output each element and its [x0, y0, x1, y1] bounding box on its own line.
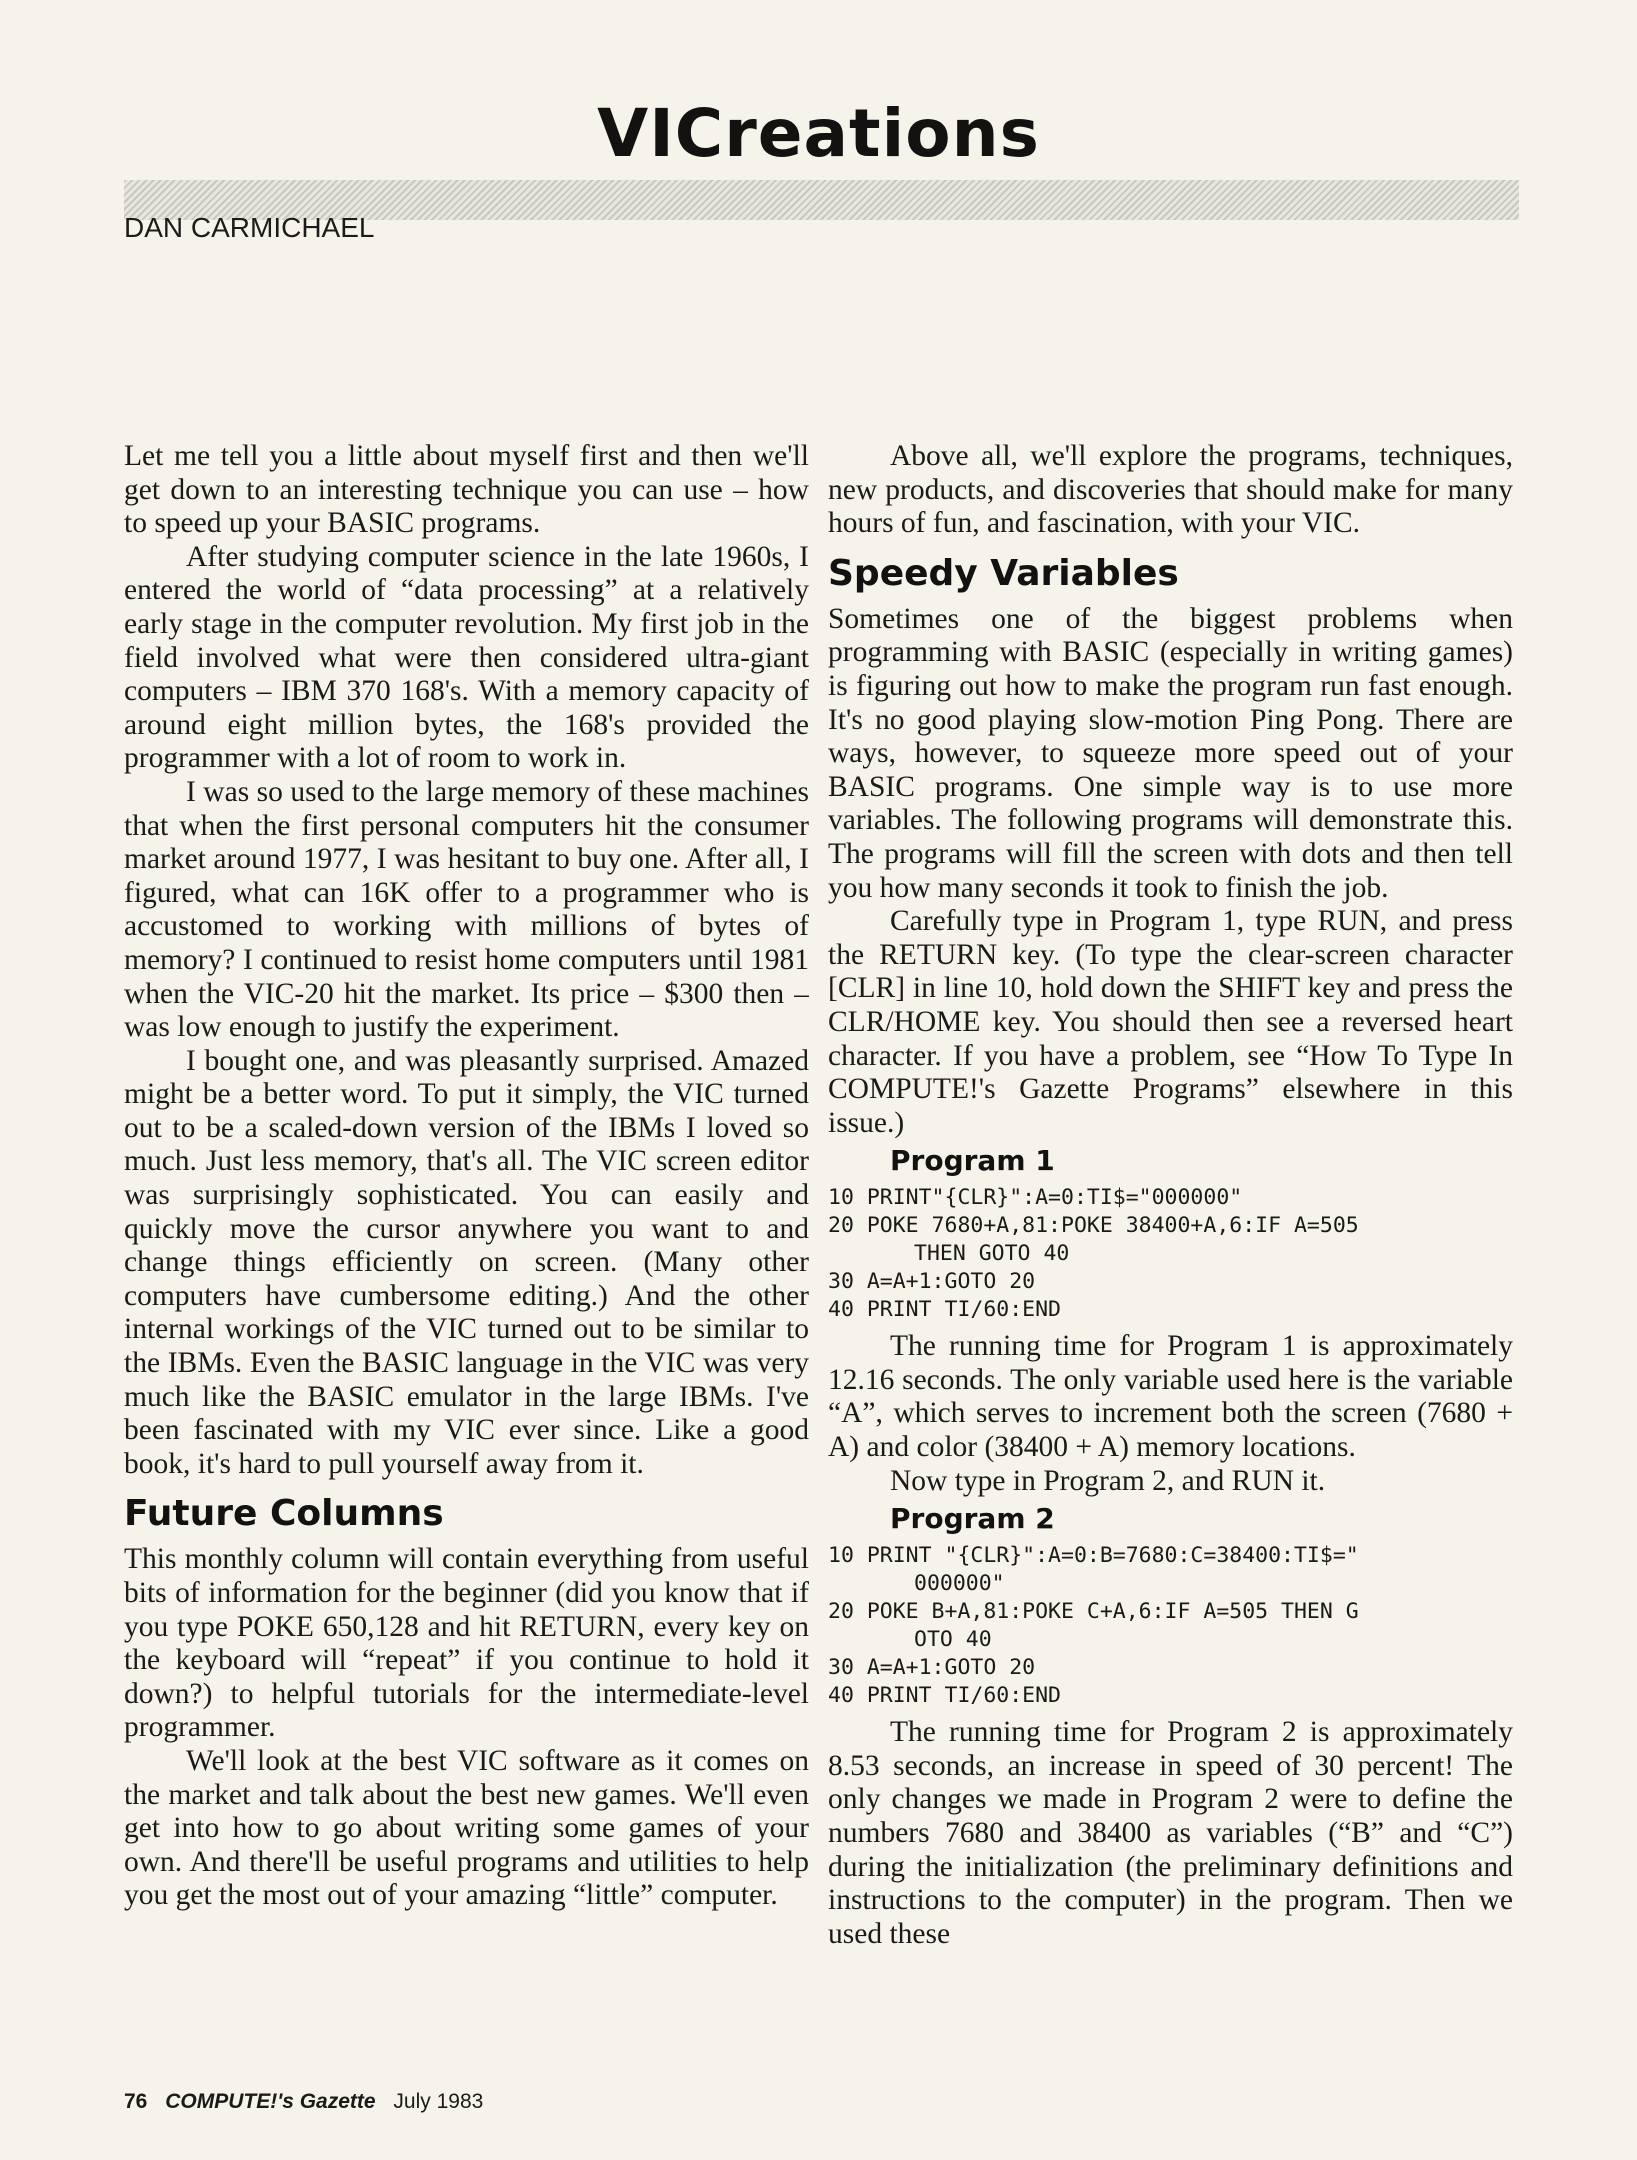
code-line: 40 PRINT TI/60:END: [828, 1297, 1061, 1323]
code-line: 40 PRINT TI/60:END: [828, 1683, 1061, 1709]
paragraph: Above all, we'll explore the programs, techniques, new products, and discoveries that should make for many hours of fun, and fascination, with your VIC.: [828, 440, 1513, 540]
magazine-name: COMPUTE!'s Gazette: [165, 2090, 376, 2113]
code-line: 10 PRINT"{CLR}":A=0:TI$="000000": [828, 1185, 1243, 1211]
author-byline: DAN CARMICHAEL: [124, 212, 375, 243]
code-line: OTO 40: [914, 1627, 992, 1653]
program-1-heading: Program 1: [890, 1144, 1055, 1178]
paragraph: After studying computer science in the late 1960s, I entered the world of “data processing” at a relatively early stage in the computer revolution. My first job in the field involved what were then considered ultra-giant computers – IBM 370 168's. With a memory capacity of around eight million bytes, the 168's provided the programmer with a lot of room to work in.: [124, 540, 809, 775]
paragraph: Now type in Program 2, and RUN it.: [890, 1464, 1326, 1497]
paragraph: I was so used to the large memory of these machines that when the first personal computers hit the consumer market around 1977, I was hesitant to buy one. After all, I figured, what can 16K offer to a programmer who is accustomed to working with millions of bytes of memory? I continued to resist home computers until 1981 when the VIC-20 hit the market. Its price – $300 then – was low enough to justify the experiment.: [124, 775, 809, 1044]
paragraph: This monthly column will contain everything from useful bits of information for the beginner (did you know that if you type POKE 650,128 and hit RETURN, every key on the keyboard will “repeat” if you continue to hold it down?) to helpful tutorials for the intermediate-level programmer.: [124, 1543, 809, 1744]
program-2-heading: Program 2: [890, 1502, 1055, 1536]
page-number: 76: [124, 2090, 148, 2113]
page-footer: [124, 2090, 483, 2114]
article-title: VICreations: [597, 95, 1040, 172]
paragraph: The running time for Program 2 is approximately 8.53 seconds, an increase in speed of 30 percent! The only changes we made in Program 2 were to define the numbers 7680 and 38400 as variables (“B” and “C”) during the initialization (the preliminary definitions and instructions to the computer) in the program. Then we used these: [828, 1716, 1513, 1950]
right-column: [828, 440, 1513, 2080]
code-line: THEN GOTO 40: [914, 1241, 1070, 1267]
paragraph: Carefully type in Program 1, type RUN, and press the RETURN key. (To type the clear-screen character [CLR] in line 10, hold down the SHIFT key and press the CLR/HOME key. You should then see a reversed heart character. If you have a problem, see “How To Type In COMPUTE!'s Gazette Programs” elsewhere in this issue.): [828, 905, 1513, 1139]
section-heading-future-columns: Future Columns: [124, 1493, 444, 1535]
paragraph: I bought one, and was pleasantly surprised. Amazed might be a better word. To put it simply, the VIC turned out to be a scaled-down version of the IBMs I loved so much. Just less memory, that's all. The VIC screen editor was surprisingly sophisticated. You can easily and quickly move the cursor anywhere you want to and change things efficiently on screen. (Many other computers have cumbersome editing.) And the other internal workings of the VIC turned out to be similar to the IBMs. Even the BASIC language in the VIC was very much like the BASIC emulator in the large IBMs. I've been fascinated with my VIC ever since. Like a good book, it's hard to pull yourself away from it.: [124, 1044, 809, 1480]
left-column: [124, 440, 809, 2080]
program-1-listing: [828, 1184, 1513, 1324]
code-line: 30 A=A+1:GOTO 20: [828, 1269, 1036, 1295]
section-heading-speedy-variables: Speedy Variables: [828, 552, 1179, 594]
code-line: 20 POKE B+A,81:POKE C+A,6:IF A=505 THEN G: [828, 1599, 1359, 1625]
paragraph: We'll look at the best VIC software as it comes on the market and talk about the best new games. We'll even get into how to go about writing some games of your own. And there'll be useful programs and utilities to help you get the most out of your amazing “little” computer.: [124, 1744, 809, 1912]
code-line: 10 PRINT "{CLR}":A=0:B=7680:C=38400:TI$=": [828, 1543, 1359, 1569]
code-line: 30 A=A+1:GOTO 20: [828, 1655, 1036, 1681]
code-line: 000000": [914, 1571, 1005, 1597]
program-2-listing: [828, 1542, 1513, 1710]
paragraph: Let me tell you a little about myself first and then we'll get down to an interesting technique you can use – how to speed up your BASIC programs.: [124, 440, 809, 540]
issue-date: July 1983: [393, 2090, 484, 2113]
paragraph: Sometimes one of the biggest problems when programming with BASIC (especially in writing games) is figuring out how to make the program run fast enough. It's no good playing slow-motion Ping Pong. There are ways, however, to squeeze more speed out of your BASIC programs. One simple way is to use more variables. The following programs will demonstrate this. The programs will fill the screen with dots and then tell you how many seconds it took to finish the job.: [828, 602, 1513, 904]
code-line: 20 POKE 7680+A,81:POKE 38400+A,6:IF A=505: [828, 1213, 1359, 1239]
paragraph: The running time for Program 1 is approximately 12.16 seconds. The only variable used here is the variable “A”, which serves to increment both the screen (7680 + A) and color (38400 + A) memory locations.: [828, 1330, 1513, 1464]
